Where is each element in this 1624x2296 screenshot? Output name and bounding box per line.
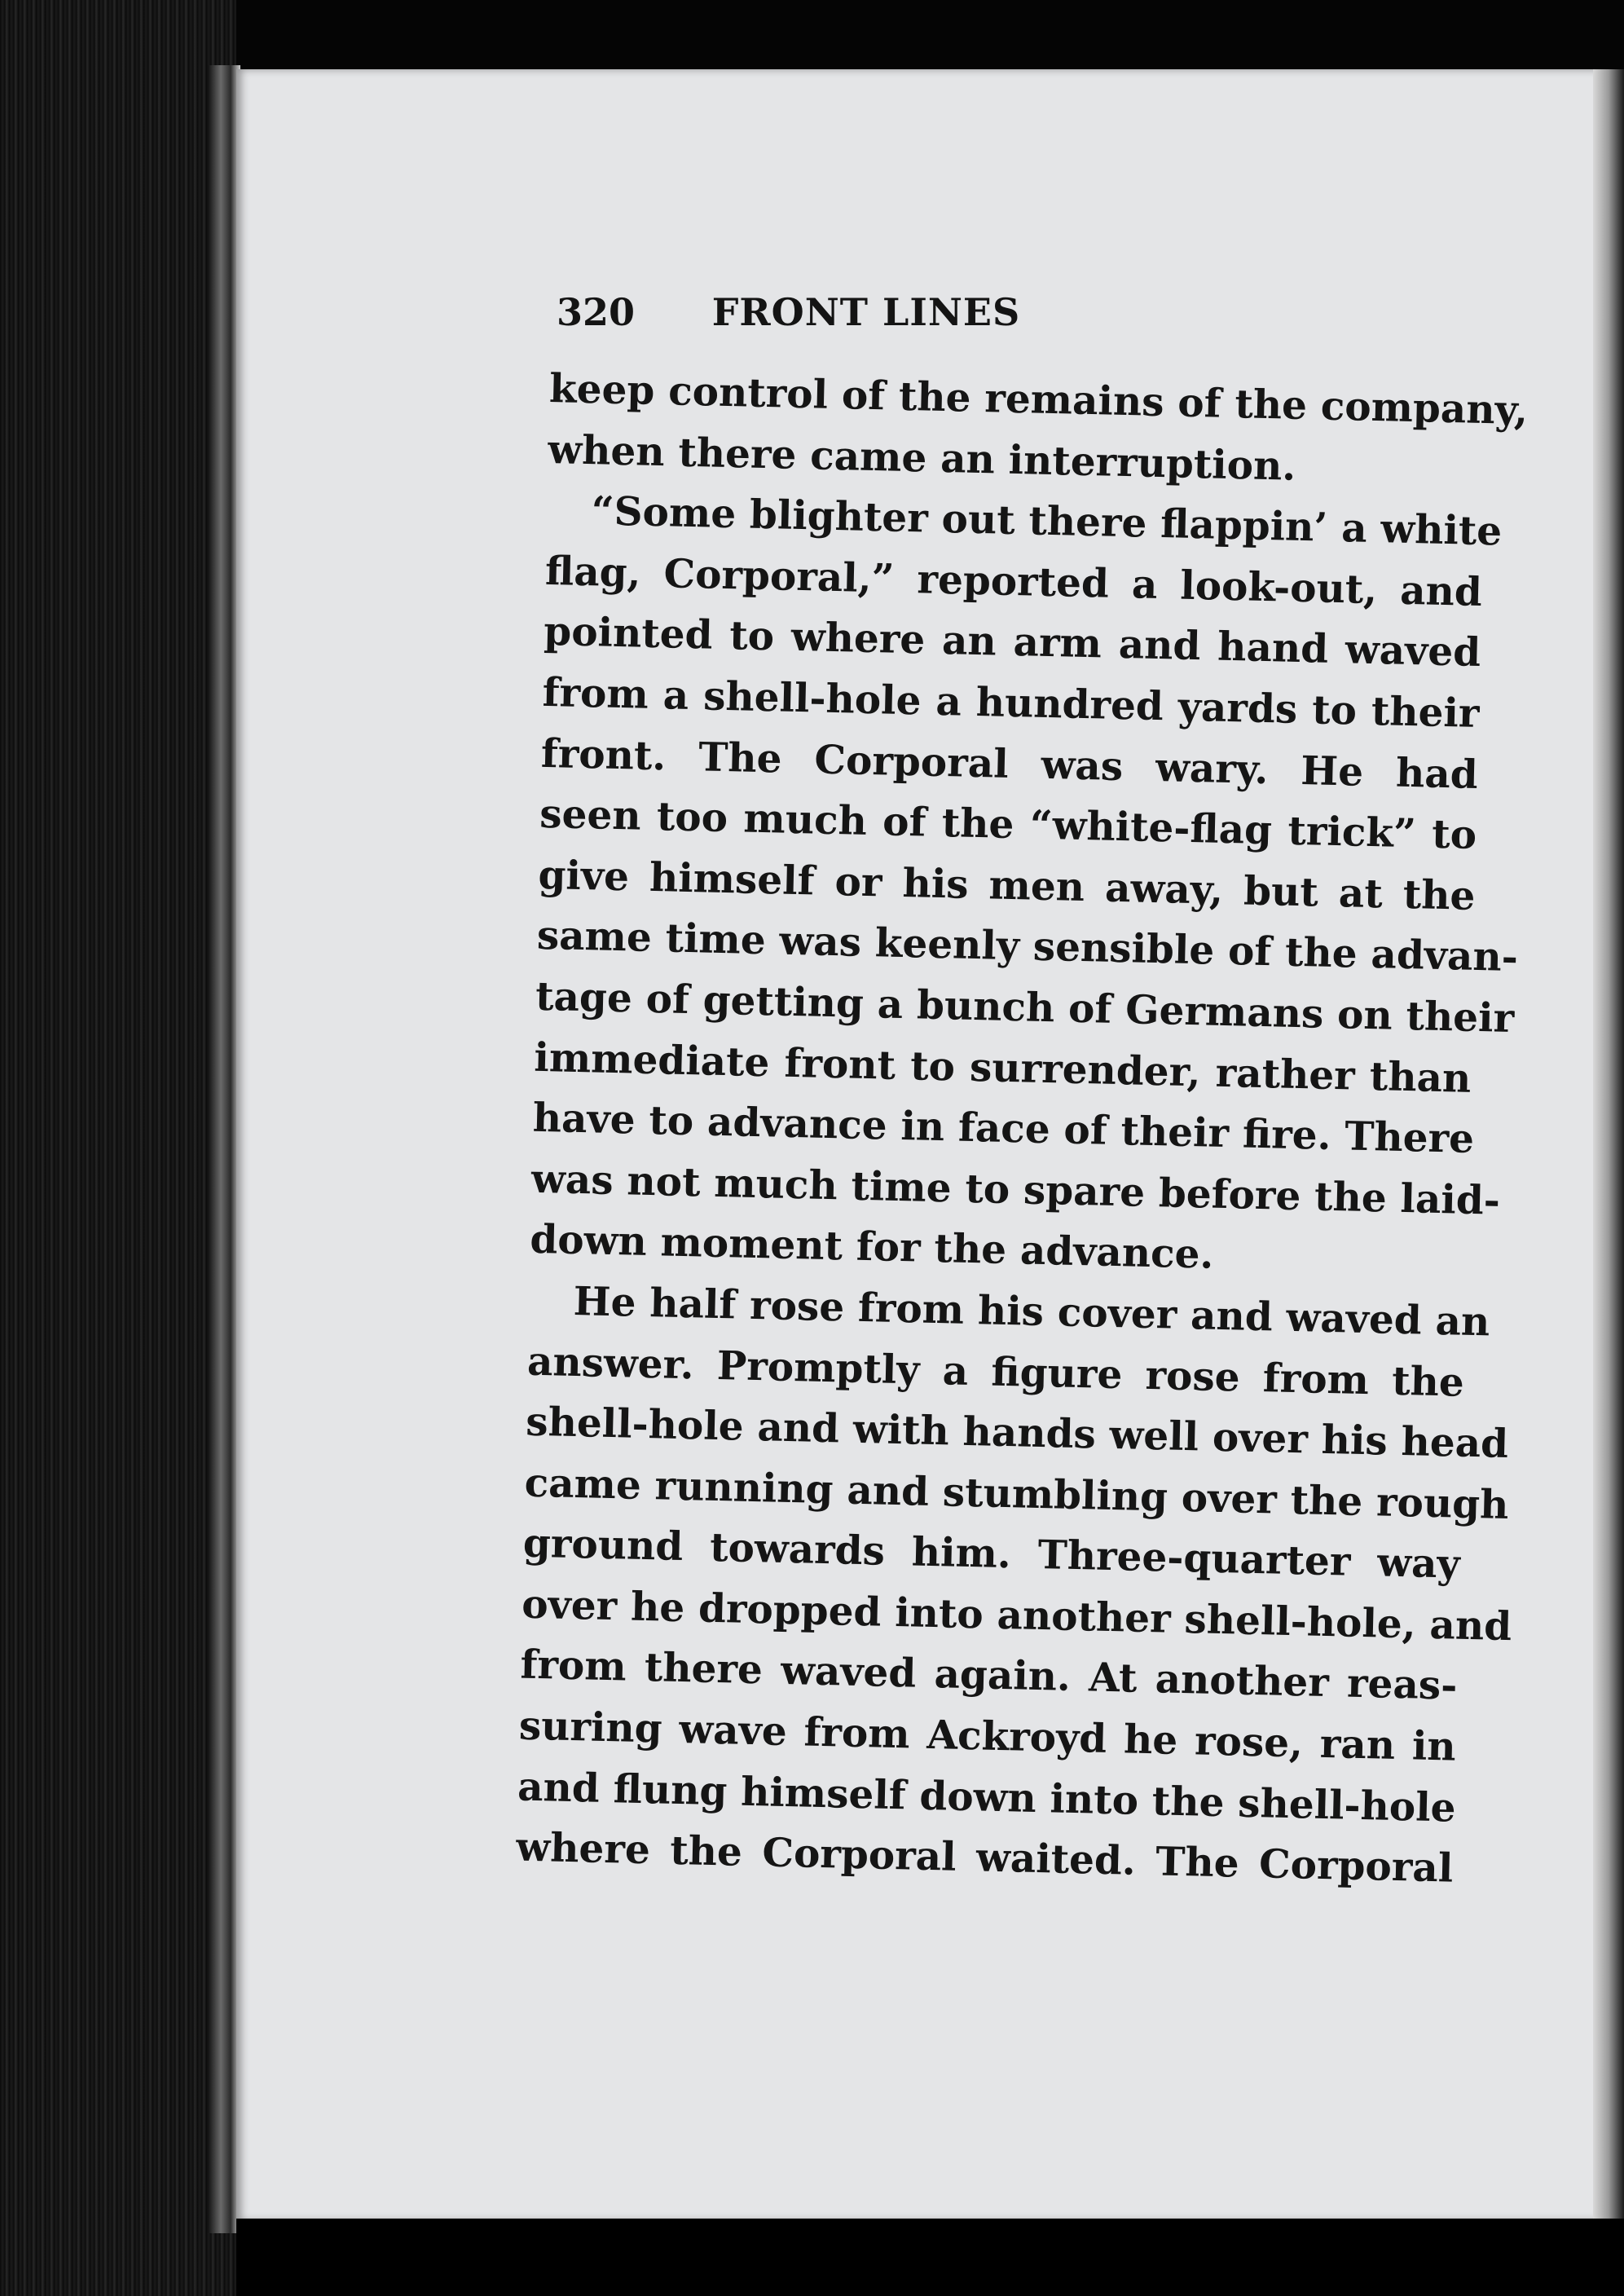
text-line: He half rose from his cover and waved an <box>573 1277 1490 1346</box>
text-line: and flung himself down into the shell-hole <box>517 1763 1457 1831</box>
text-line: “Some blighter out there flappin’ a white <box>591 487 1503 555</box>
text-line: shell-hole and with hands well over his head <box>525 1398 1509 1468</box>
page-right-edge <box>1593 69 1624 2221</box>
text-line: when there came an interruption. <box>547 425 1296 490</box>
text-line: answer. Promptly a figure rose from the <box>526 1337 1465 1406</box>
text-line: tage of getting a bunch of Germans on their <box>535 972 1515 1042</box>
page-bottom-edge <box>236 2219 1624 2296</box>
text-line: front. The Corporal was wary. He had <box>540 729 1479 798</box>
running-title: FRONT LINES <box>711 290 1021 334</box>
text-line: where the Corporal waited. The Corporal <box>515 1823 1454 1892</box>
book-spine <box>0 0 236 2296</box>
text-line: over he dropped into another shell-hole, and <box>521 1580 1512 1650</box>
text-line: from a shell-hole a hundred yards to their <box>542 668 1481 737</box>
body-text <box>515 359 1529 1899</box>
text-line: immediate front to surrender, rather than <box>533 1033 1472 1102</box>
text-line: seen too much of the “white-flag trick” to <box>539 791 1477 859</box>
text-line: pointed to where an arm and hand waved <box>543 608 1481 676</box>
text-line: give himself or his men away, but at the <box>537 851 1476 919</box>
text-line: same time was keenly sensible of the advan- <box>536 912 1519 981</box>
text-line: flag, Corporal,” reported a look-out, and <box>544 547 1483 615</box>
page-header <box>557 285 1176 350</box>
text-line: was not much time to spare before the laid- <box>530 1155 1501 1224</box>
page-number: 320 <box>557 290 636 334</box>
binding-edge <box>208 65 240 2233</box>
text-line: have to advance in face of their fire. There <box>532 1094 1475 1163</box>
text-line: suring wave from Ackroyd he rose, ran in <box>518 1702 1457 1770</box>
text-line: keep control of the remains of the company, <box>548 364 1529 434</box>
text-line: down moment for the advance. <box>529 1216 1215 1279</box>
text-line: ground towards him. Three-quarter way <box>522 1519 1461 1588</box>
text-line: came running and stumbling over the rough <box>524 1459 1510 1528</box>
text-line: from there waved again. At another reas- <box>519 1642 1458 1710</box>
